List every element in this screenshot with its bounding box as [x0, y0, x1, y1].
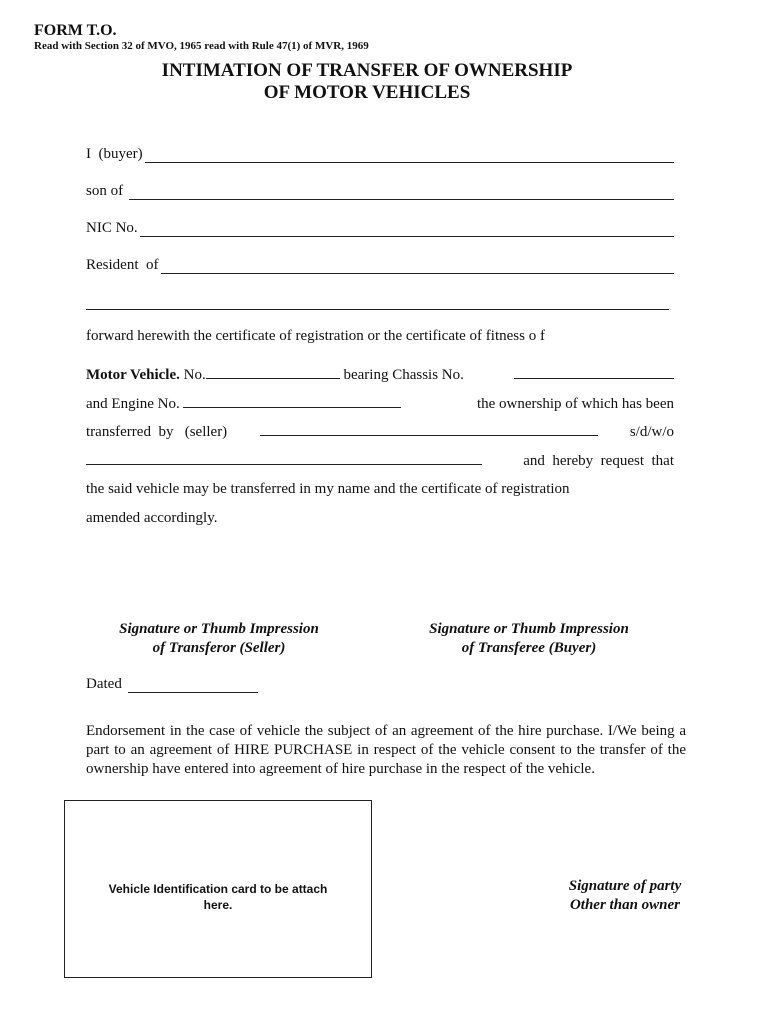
nic-field[interactable] [86, 220, 674, 237]
id-card-attach-box [64, 800, 372, 978]
vehicle-no-blank[interactable] [206, 366, 340, 379]
buyer-label: I (buyer) [86, 146, 143, 162]
engine-label: and Engine No. [86, 396, 184, 412]
legal-reference: Read with Section 32 of MVO, 1965 read with Rule 47(1) of MVR, 1969 [34, 40, 369, 52]
transferred-by-label: transferred by (seller) [86, 424, 231, 440]
son-of-field[interactable] [86, 183, 674, 200]
resident-input-line[interactable] [161, 259, 675, 274]
resident-field[interactable] [86, 257, 674, 274]
dated-label: Dated [86, 676, 126, 692]
buyer-input-line[interactable] [145, 148, 674, 163]
form-code: FORM T.O. [34, 22, 117, 39]
nic-input-line[interactable] [140, 222, 674, 237]
chassis-label: bearing Chassis No. [339, 367, 468, 383]
son-of-label: son of [86, 183, 127, 199]
nic-label: NIC No. [86, 220, 138, 236]
seller-line [86, 423, 674, 441]
body-line-6: the said vehicle may be transferred in my name and the certificate of registration [86, 481, 570, 497]
dated-input-line[interactable] [128, 678, 258, 693]
chassis-no-blank[interactable] [514, 366, 674, 379]
buyer-field[interactable] [86, 146, 674, 163]
resident-label: Resident of [86, 257, 159, 273]
ownership-text: the ownership of which has been [476, 396, 674, 412]
transferee-caption-line1: Signature or Thumb Impression [429, 621, 629, 637]
address-continuation-line[interactable] [86, 309, 669, 310]
motor-vehicle-label: Motor Vehicle. [86, 367, 180, 383]
engine-no-blank[interactable] [183, 395, 401, 408]
page-title-line1: INTIMATION OF TRANSFER OF OWNERSHIP [161, 60, 573, 81]
engine-line [86, 395, 674, 413]
card-box-line1: Vehicle Identification card to be attach [108, 882, 328, 896]
party-caption-line2: Other than owner [569, 897, 681, 913]
card-box-line2: here. [203, 898, 233, 912]
vehicle-no-label: No. [179, 367, 206, 383]
party-signature-caption [540, 877, 710, 915]
party-caption-line1: Signature of party [568, 878, 682, 894]
vehicle-line [86, 366, 674, 384]
transferee-caption-line2: of Transferee (Buyer) [461, 640, 597, 656]
seller-parent-blank[interactable] [86, 452, 482, 465]
page-title-line2: OF MOTOR VEHICLES [263, 82, 471, 103]
request-text: and hereby request that [519, 453, 674, 469]
dated-field[interactable] [86, 676, 258, 693]
son-of-input-line[interactable] [129, 185, 674, 200]
endorsement-text: Endorsement in the case of vehicle the subject of an agreement of the hire purchase. I/We being a part to an agreement of HIRE PURCHASE in respect of the vehicle consent to the transfer of the ownership have entered into agreement of hire purchase in the respect of the vehicle. [86, 723, 686, 777]
body-line-7: amended accordingly. [86, 510, 218, 526]
seller-name-blank[interactable] [260, 423, 598, 436]
sdwo-label: s/d/w/o [626, 424, 674, 440]
transferee-signature-caption [398, 620, 660, 658]
parent-line [86, 452, 674, 470]
body-line-1: forward herewith the certificate of registration or the certificate of fitness o f [86, 328, 545, 344]
transferor-caption-line1: Signature or Thumb Impression [119, 621, 319, 637]
transferor-caption-line2: of Transferor (Seller) [152, 640, 286, 656]
transferor-signature-caption [90, 620, 348, 658]
